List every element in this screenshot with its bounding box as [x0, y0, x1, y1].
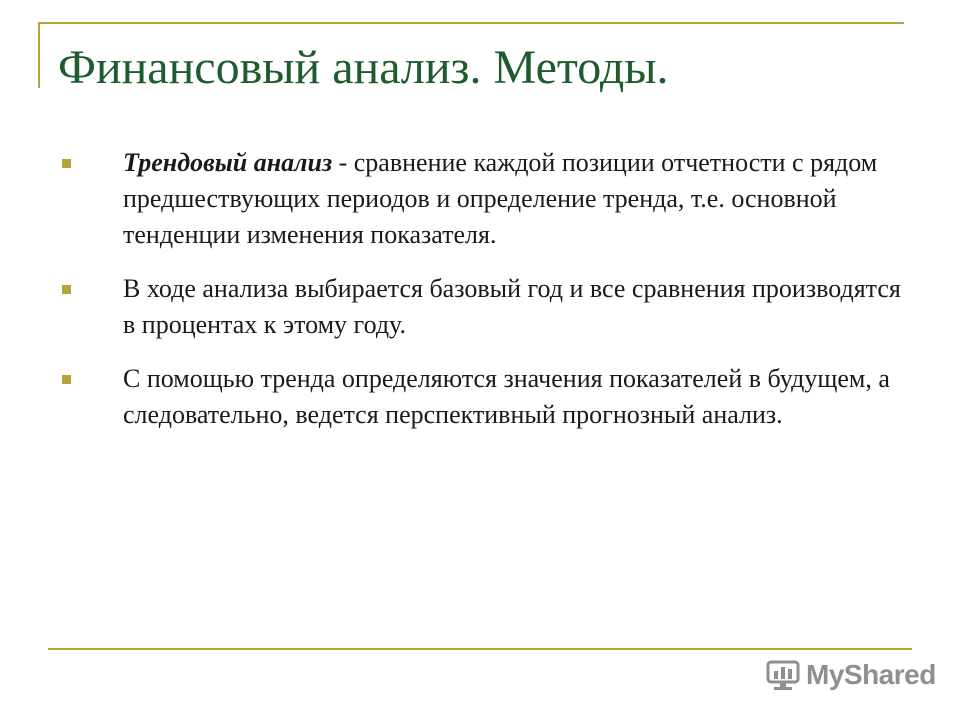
bullet-item-base-year: [60, 271, 910, 343]
slide-title: Финансовый анализ. Методы.: [58, 41, 669, 94]
square-bullet-icon: [62, 285, 71, 294]
watermark-text: MyShared: [806, 659, 936, 690]
bullet-text: - сравнение каждой позиции отчетности с рядом предшествующих периодов и определение тренда, т.е. основной тенденции изменения показателя.: [123, 148, 878, 249]
frame-left-line: [38, 22, 40, 88]
bullet-list: [60, 145, 910, 451]
bullet-text: В ходе анализа выбирается базовый год и все сравнения производятся в процентах к этому году.: [123, 274, 901, 339]
bullet-item-forecast: [60, 361, 910, 433]
bullet-item-trend-analysis: [60, 145, 910, 253]
square-bullet-icon: [62, 159, 71, 168]
footer-divider: [48, 648, 912, 650]
frame-top-line: [38, 22, 904, 24]
square-bullet-icon: [62, 375, 71, 384]
bullet-text: С помощью тренда определяются значения показателей в будущем, а следовательно, ведется перспективный прогнозный анализ.: [123, 364, 890, 429]
mysharedlogo-icon: [766, 658, 800, 692]
bullet-term: Трендовый анализ: [123, 148, 333, 177]
watermark: [766, 655, 936, 695]
